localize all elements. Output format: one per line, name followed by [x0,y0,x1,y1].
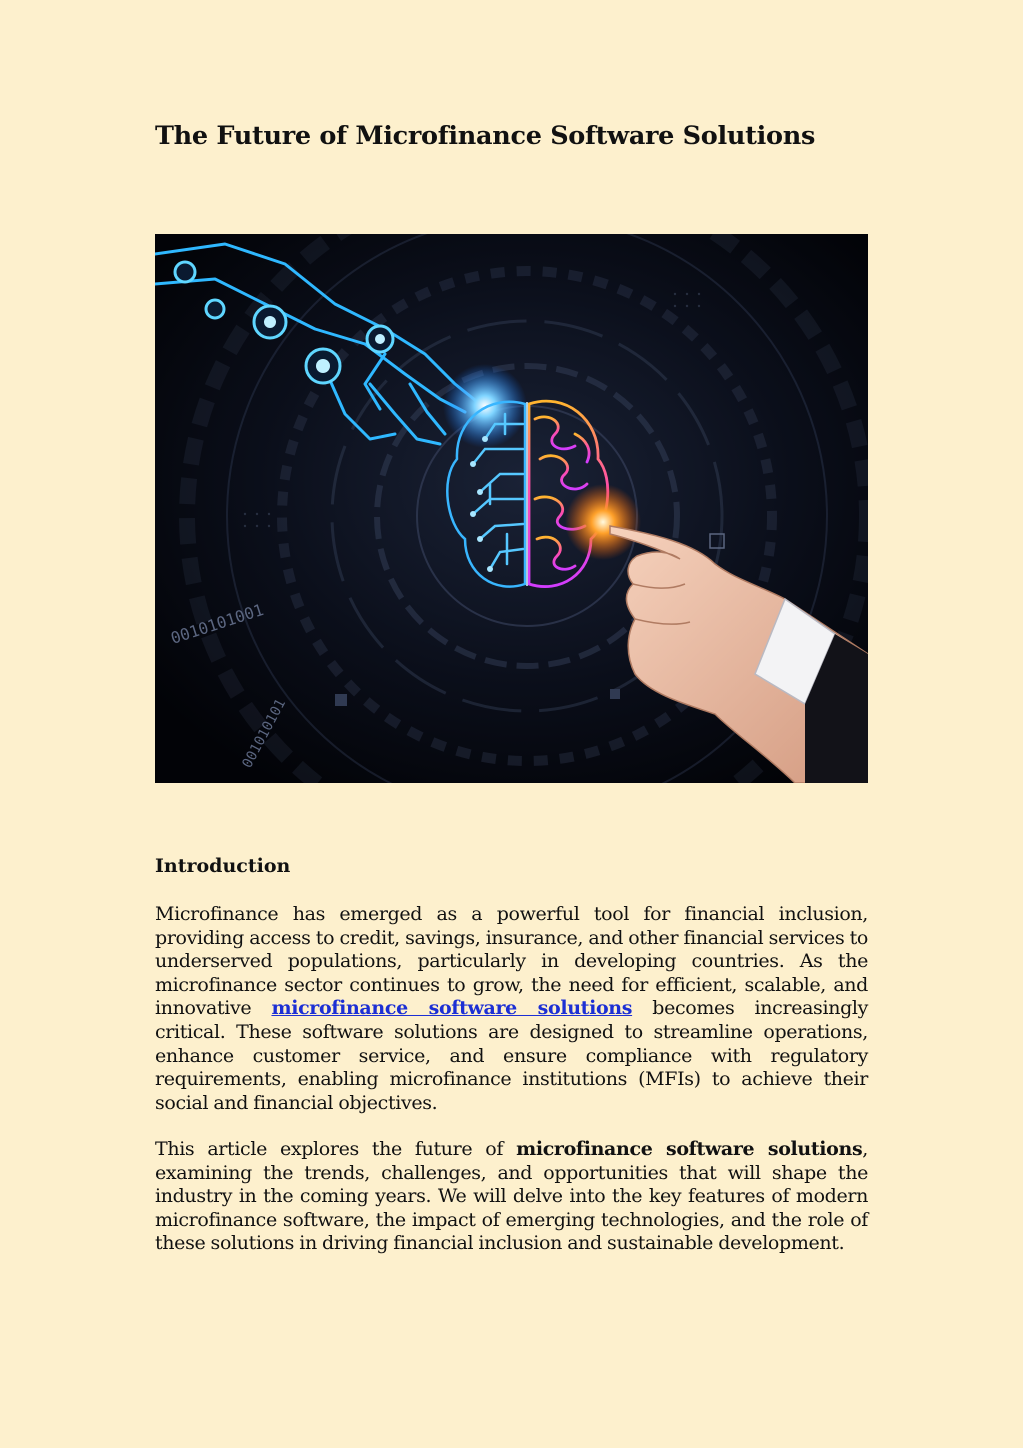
binary-text-1: 0010101001 [168,599,266,648]
intro-paragraph-2 [155,1138,868,1256]
document-title: The Future of Microfinance Software Solutions [155,121,815,151]
bold-keyword: microfinance software solutions [516,1138,863,1160]
intro-paragraph-1 [155,903,868,1115]
paragraph-text: This article explores the future of [155,1138,517,1160]
binary-text-2: 001010101 [239,696,290,771]
paragraph-text: Microfinance has emerged as a powerful tool for financial inclusion, providing access to credit, savings, insurance, and other financial services to underserved populations, particularly in developing countries. As the microfinance sector continues to grow, the need for efficient, scalable, and innovative [155,903,868,1020]
paragraph-text: becomes increasingly critical. These software solutions are designed to streamline operations, enhance customer service, and ensure compliance with regulatory requirements, enabling microfinance institutions (MFIs) to achieve their social and financial objectives. [155,997,868,1114]
section-heading-introduction: Introduction [155,855,291,877]
hero-image-ai-brain [155,234,868,783]
microfinance-software-link[interactable]: microfinance software solutions [271,997,633,1020]
paragraph-text: , examining the trends, challenges, and opportunities that will shape the industry in the coming years. We will delve into the key features of modern microfinance software, the impact of emerging technologies, and the role of these solutions in driving financial inclusion and sustainable development. [155,1138,868,1255]
